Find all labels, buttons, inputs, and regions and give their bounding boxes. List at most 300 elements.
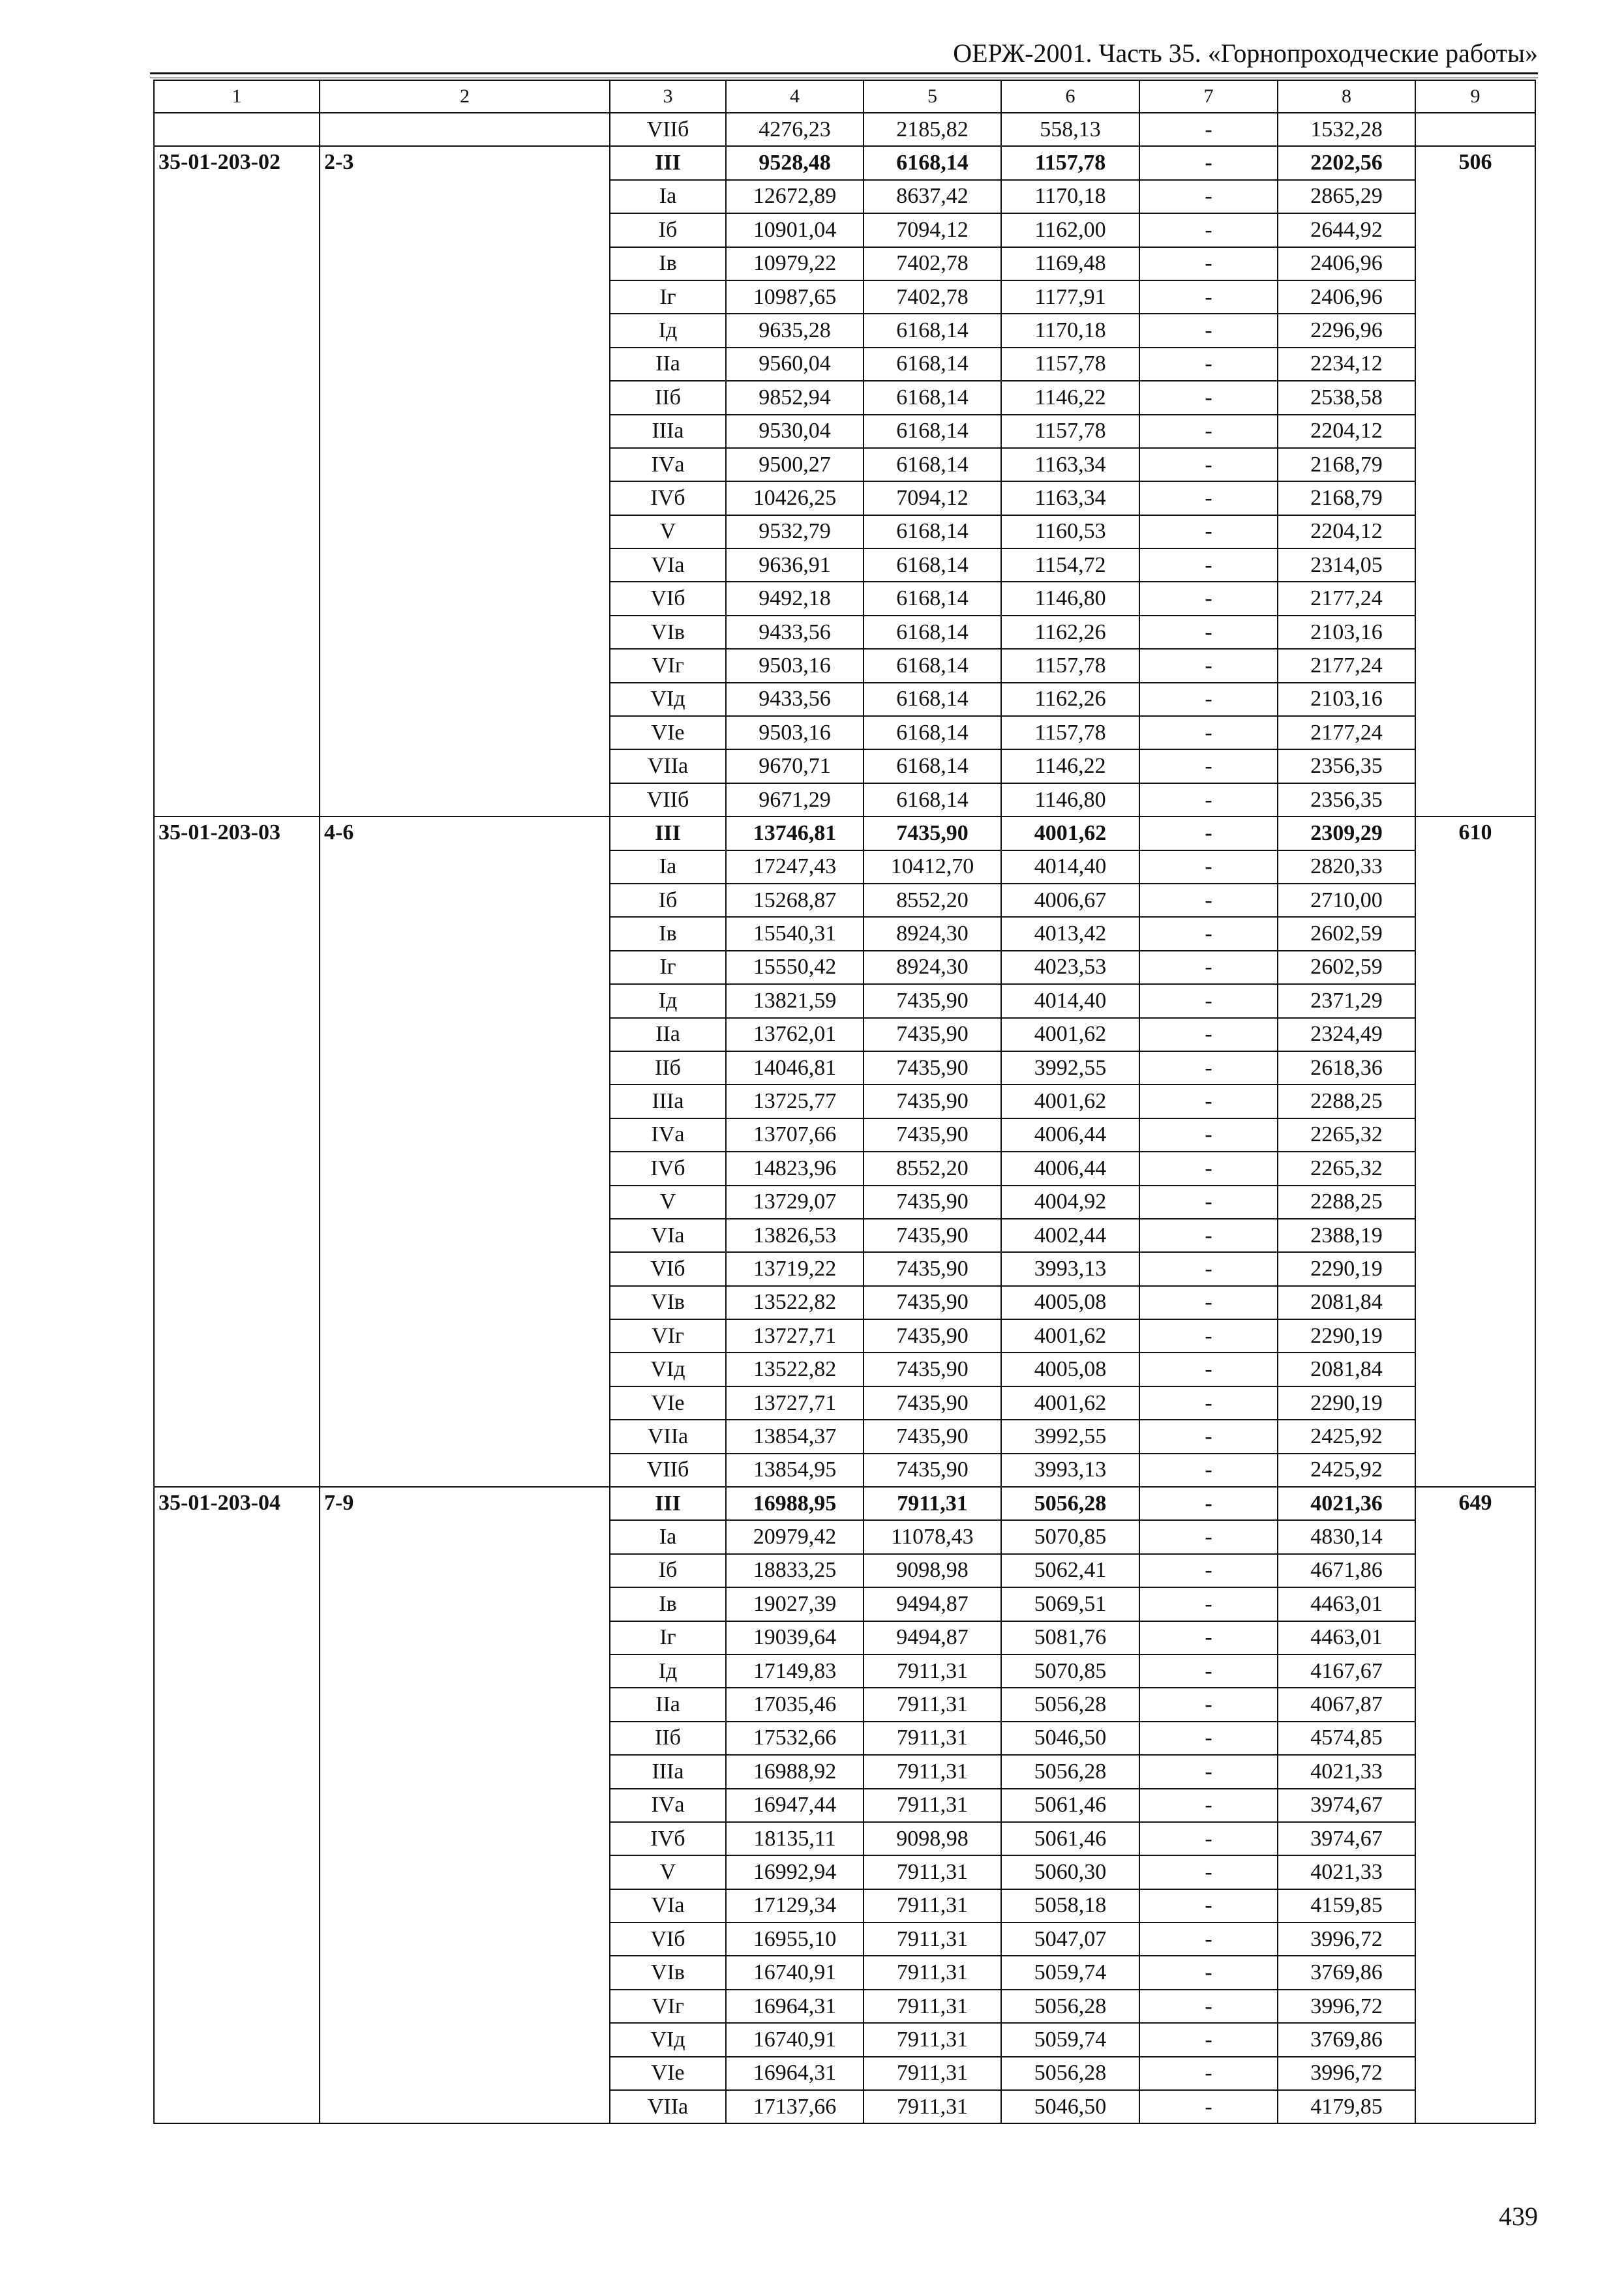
value-cell: -: [1139, 213, 1278, 247]
value-cell: -: [1139, 1118, 1278, 1152]
value-cell: -: [1139, 1688, 1278, 1721]
value-cell: 8552,20: [864, 1152, 1001, 1185]
value-cell: VIе: [610, 2057, 726, 2090]
range-cell: 7-9: [320, 1487, 610, 2123]
value-cell: -: [1139, 1152, 1278, 1185]
running-header: ОЕРЖ-2001. Часть 35. «Горнопроходческие работы»: [953, 38, 1538, 68]
value-cell: 9433,56: [726, 683, 864, 716]
value-cell: 7402,78: [864, 247, 1001, 280]
value-cell: 17532,66: [726, 1722, 864, 1755]
value-cell: 7911,31: [864, 1755, 1001, 1788]
value-cell: 2371,29: [1278, 984, 1415, 1017]
value-cell: 9494,87: [864, 1587, 1001, 1621]
value-cell: IVа: [610, 1789, 726, 1822]
value-cell: 4671,86: [1278, 1554, 1415, 1587]
value-cell: 13826,53: [726, 1219, 864, 1252]
value-cell: 6168,14: [864, 348, 1001, 381]
value-cell: 7911,31: [864, 1487, 1001, 1520]
value-cell: 2103,16: [1278, 616, 1415, 649]
value-cell: 2406,96: [1278, 280, 1415, 314]
value-cell: -: [1139, 1353, 1278, 1386]
value-cell: 17247,43: [726, 850, 864, 884]
value-cell: -: [1139, 616, 1278, 649]
value-cell: -: [1139, 1487, 1278, 1520]
value-cell: 7435,90: [864, 1286, 1001, 1319]
value-cell: IIIа: [610, 1085, 726, 1118]
value-cell: 2618,36: [1278, 1051, 1415, 1085]
value-cell: -: [1139, 1855, 1278, 1889]
value-cell: 2204,12: [1278, 515, 1415, 548]
value-cell: 13727,71: [726, 1386, 864, 1420]
value-cell: -: [1139, 1889, 1278, 1922]
value-cell: 13707,66: [726, 1118, 864, 1152]
value-cell: 4001,62: [1001, 816, 1139, 850]
value-cell: 4006,44: [1001, 1152, 1139, 1185]
value-cell: 1154,72: [1001, 548, 1139, 582]
value-cell: 19027,39: [726, 1587, 864, 1621]
value-cell: 16988,95: [726, 1487, 864, 1520]
value-cell: 8552,20: [864, 884, 1001, 917]
value-cell: -: [1139, 716, 1278, 749]
value-cell: VIг: [610, 1319, 726, 1353]
value-cell: VIд: [610, 2023, 726, 2056]
value-cell: 9500,27: [726, 448, 864, 481]
value-cell: VIIа: [610, 1420, 726, 1453]
value-cell: 17137,66: [726, 2090, 864, 2123]
value-cell: 2177,24: [1278, 716, 1415, 749]
value-cell: VIв: [610, 1286, 726, 1319]
value-cell: 6168,14: [864, 448, 1001, 481]
code-cell: 35-01-203-04: [154, 1487, 320, 2123]
value-cell: 3769,86: [1278, 2023, 1415, 2056]
value-cell: 2356,35: [1278, 749, 1415, 783]
value-cell: 5046,50: [1001, 2090, 1139, 2123]
range-cell: 2-3: [320, 146, 610, 816]
value-cell: 3974,67: [1278, 1822, 1415, 1855]
value-cell: 7435,90: [864, 1018, 1001, 1051]
value-cell: -: [1139, 113, 1278, 146]
value-cell: 1157,78: [1001, 716, 1139, 749]
value-cell: -: [1139, 381, 1278, 414]
value-cell: 4001,62: [1001, 1319, 1139, 1353]
value-cell: 4014,40: [1001, 984, 1139, 1017]
value-cell: 13522,82: [726, 1286, 864, 1319]
value-cell: Iг: [610, 951, 726, 984]
value-cell: 16740,91: [726, 1956, 864, 1989]
value-cell: 1162,00: [1001, 213, 1139, 247]
value-cell: 7435,90: [864, 1252, 1001, 1285]
value-cell: -: [1139, 1219, 1278, 1252]
value-cell: 2177,24: [1278, 582, 1415, 615]
value-cell: 4021,36: [1278, 1487, 1415, 1520]
value-cell: 1170,18: [1001, 314, 1139, 347]
value-cell: 4002,44: [1001, 1219, 1139, 1252]
value-cell: 4001,62: [1001, 1085, 1139, 1118]
value-cell: V: [610, 515, 726, 548]
value-cell: -: [1139, 1587, 1278, 1621]
value-cell: 13762,01: [726, 1018, 864, 1051]
value-cell: VIе: [610, 1386, 726, 1420]
value-cell: Iд: [610, 984, 726, 1017]
value-cell: Iв: [610, 917, 726, 950]
value-cell: 13725,77: [726, 1085, 864, 1118]
value-cell: 2288,25: [1278, 1085, 1415, 1118]
value-cell: 12672,89: [726, 180, 864, 213]
value-cell: 1157,78: [1001, 649, 1139, 682]
value-cell: 9530,04: [726, 415, 864, 448]
value-cell: 4001,62: [1001, 1386, 1139, 1420]
value-cell: 2538,58: [1278, 381, 1415, 414]
value-cell: 4001,62: [1001, 1018, 1139, 1051]
value-cell: 2865,29: [1278, 180, 1415, 213]
value-cell: 4276,23: [726, 113, 864, 146]
value-cell: 7435,90: [864, 1420, 1001, 1453]
value-cell: -: [1139, 649, 1278, 682]
value-cell: 4021,33: [1278, 1755, 1415, 1788]
value-cell: 15268,87: [726, 884, 864, 917]
value-cell: 2204,12: [1278, 415, 1415, 448]
value-cell: 7911,31: [864, 2023, 1001, 2056]
value-cell: 7911,31: [864, 2090, 1001, 2123]
value-cell: 4013,42: [1001, 917, 1139, 950]
value-cell: 16947,44: [726, 1789, 864, 1822]
value-cell: 5081,76: [1001, 1621, 1139, 1654]
value-cell: 4574,85: [1278, 1722, 1415, 1755]
value-cell: 3992,55: [1001, 1051, 1139, 1085]
value-cell: -: [1139, 1286, 1278, 1319]
value-cell: 5056,28: [1001, 1990, 1139, 2023]
value-cell: 5070,85: [1001, 1520, 1139, 1553]
value-cell: 4167,67: [1278, 1654, 1415, 1688]
code-cell: [154, 113, 320, 146]
col9-cell: 610: [1415, 816, 1535, 1487]
value-cell: -: [1139, 247, 1278, 280]
column-number-row: [154, 80, 1535, 113]
value-cell: -: [1139, 1621, 1278, 1654]
value-cell: VIIа: [610, 749, 726, 783]
value-cell: -: [1139, 1386, 1278, 1420]
value-cell: 9098,98: [864, 1822, 1001, 1855]
column-number-cell: 4: [726, 80, 864, 113]
value-cell: 7911,31: [864, 1990, 1001, 2023]
value-cell: -: [1139, 1755, 1278, 1788]
col9-cell: [1415, 113, 1535, 146]
value-cell: 18833,25: [726, 1554, 864, 1587]
value-cell: -: [1139, 1654, 1278, 1688]
value-cell: VIд: [610, 1353, 726, 1386]
value-cell: IIа: [610, 1018, 726, 1051]
value-cell: IVа: [610, 448, 726, 481]
value-cell: -: [1139, 1990, 1278, 2023]
value-cell: -: [1139, 180, 1278, 213]
value-cell: -: [1139, 415, 1278, 448]
value-cell: Iб: [610, 213, 726, 247]
value-cell: 3996,72: [1278, 2057, 1415, 2090]
value-cell: 7435,90: [864, 1051, 1001, 1085]
value-cell: 6168,14: [864, 146, 1001, 179]
value-cell: 5070,85: [1001, 1654, 1139, 1688]
value-cell: 2168,79: [1278, 481, 1415, 515]
value-cell: 2602,59: [1278, 951, 1415, 984]
value-cell: -: [1139, 2023, 1278, 2056]
value-cell: 1160,53: [1001, 515, 1139, 548]
value-cell: 7435,90: [864, 1454, 1001, 1487]
value-cell: 7094,12: [864, 481, 1001, 515]
value-cell: -: [1139, 1051, 1278, 1085]
value-cell: 15550,42: [726, 951, 864, 984]
value-cell: 5056,28: [1001, 1688, 1139, 1721]
value-cell: 20979,42: [726, 1520, 864, 1553]
value-cell: 16955,10: [726, 1922, 864, 1956]
value-cell: 9670,71: [726, 749, 864, 783]
value-cell: 1157,78: [1001, 146, 1139, 179]
value-cell: 4463,01: [1278, 1621, 1415, 1654]
value-cell: 8924,30: [864, 917, 1001, 950]
value-cell: -: [1139, 1554, 1278, 1587]
value-cell: VIIб: [610, 783, 726, 816]
value-cell: Iб: [610, 884, 726, 917]
value-cell: 4830,14: [1278, 1520, 1415, 1553]
value-cell: 9528,48: [726, 146, 864, 179]
value-cell: -: [1139, 548, 1278, 582]
value-cell: 6168,14: [864, 683, 1001, 716]
value-cell: 6168,14: [864, 314, 1001, 347]
value-cell: 5061,46: [1001, 1822, 1139, 1855]
value-cell: 13854,37: [726, 1420, 864, 1453]
value-cell: -: [1139, 951, 1278, 984]
value-cell: V: [610, 1855, 726, 1889]
value-cell: 3769,86: [1278, 1956, 1415, 1989]
value-cell: -: [1139, 850, 1278, 884]
table-body: [154, 80, 1535, 2123]
value-cell: 5060,30: [1001, 1855, 1139, 1889]
value-cell: 7435,90: [864, 816, 1001, 850]
value-cell: 2081,84: [1278, 1353, 1415, 1386]
value-cell: 1162,26: [1001, 683, 1139, 716]
value-cell: 9635,28: [726, 314, 864, 347]
value-cell: -: [1139, 816, 1278, 850]
value-cell: 7402,78: [864, 280, 1001, 314]
value-cell: VIа: [610, 1889, 726, 1922]
value-cell: Iб: [610, 1554, 726, 1587]
value-cell: 13729,07: [726, 1186, 864, 1219]
value-cell: 2602,59: [1278, 917, 1415, 950]
value-cell: 9503,16: [726, 716, 864, 749]
value-cell: 16988,92: [726, 1755, 864, 1788]
value-cell: IVб: [610, 1822, 726, 1855]
value-cell: IIа: [610, 348, 726, 381]
value-cell: 9671,29: [726, 783, 864, 816]
value-cell: -: [1139, 1186, 1278, 1219]
value-cell: 8924,30: [864, 951, 1001, 984]
value-cell: 1532,28: [1278, 113, 1415, 146]
value-cell: -: [1139, 515, 1278, 548]
table-row: [154, 113, 1535, 146]
value-cell: 9636,91: [726, 548, 864, 582]
value-cell: 9560,04: [726, 348, 864, 381]
value-cell: 16964,31: [726, 1990, 864, 2023]
value-cell: -: [1139, 2090, 1278, 2123]
value-cell: VIа: [610, 548, 726, 582]
value-cell: III: [610, 816, 726, 850]
value-cell: -: [1139, 1956, 1278, 1989]
value-cell: 17129,34: [726, 1889, 864, 1922]
column-number-cell: 3: [610, 80, 726, 113]
value-cell: Iг: [610, 1621, 726, 1654]
value-cell: -: [1139, 1454, 1278, 1487]
value-cell: 10426,25: [726, 481, 864, 515]
value-cell: VIIа: [610, 2090, 726, 2123]
value-cell: -: [1139, 348, 1278, 381]
value-cell: IIIа: [610, 415, 726, 448]
value-cell: IIб: [610, 1722, 726, 1755]
value-cell: IVб: [610, 1152, 726, 1185]
value-cell: -: [1139, 1520, 1278, 1553]
value-cell: 1169,48: [1001, 247, 1139, 280]
value-cell: 1157,78: [1001, 348, 1139, 381]
value-cell: 2406,96: [1278, 247, 1415, 280]
column-number-cell: 9: [1415, 80, 1535, 113]
value-cell: -: [1139, 448, 1278, 481]
value-cell: 2314,05: [1278, 548, 1415, 582]
value-cell: 16992,94: [726, 1855, 864, 1889]
value-cell: VIб: [610, 582, 726, 615]
value-cell: 2202,56: [1278, 146, 1415, 179]
value-cell: 2177,24: [1278, 649, 1415, 682]
table-row: [154, 1487, 1535, 1520]
value-cell: 2296,96: [1278, 314, 1415, 347]
value-cell: VIг: [610, 649, 726, 682]
column-number-cell: 7: [1139, 80, 1278, 113]
value-cell: 1146,80: [1001, 582, 1139, 615]
value-cell: 7435,90: [864, 1186, 1001, 1219]
value-cell: -: [1139, 481, 1278, 515]
value-cell: 6168,14: [864, 783, 1001, 816]
value-cell: -: [1139, 146, 1278, 179]
value-cell: -: [1139, 749, 1278, 783]
value-cell: 5059,74: [1001, 2023, 1139, 2056]
value-cell: 4005,08: [1001, 1286, 1139, 1319]
value-cell: 7911,31: [864, 1855, 1001, 1889]
value-cell: 8637,42: [864, 180, 1001, 213]
value-cell: 7911,31: [864, 1789, 1001, 1822]
value-cell: Iд: [610, 1654, 726, 1688]
value-cell: 5056,28: [1001, 1755, 1139, 1788]
value-cell: 4006,44: [1001, 1118, 1139, 1152]
value-cell: -: [1139, 314, 1278, 347]
value-cell: 13746,81: [726, 816, 864, 850]
value-cell: 17035,46: [726, 1688, 864, 1721]
value-cell: 11078,43: [864, 1520, 1001, 1553]
value-cell: III: [610, 146, 726, 179]
value-cell: VIе: [610, 716, 726, 749]
value-cell: 4067,87: [1278, 1688, 1415, 1721]
value-cell: 1163,34: [1001, 448, 1139, 481]
value-cell: 10901,04: [726, 213, 864, 247]
value-cell: 7911,31: [864, 1922, 1001, 1956]
value-cell: 3996,72: [1278, 1990, 1415, 2023]
value-cell: 14046,81: [726, 1051, 864, 1085]
value-cell: Iг: [610, 280, 726, 314]
value-cell: 2290,19: [1278, 1319, 1415, 1353]
value-cell: 13727,71: [726, 1319, 864, 1353]
table-row: [154, 816, 1535, 850]
value-cell: 1146,22: [1001, 749, 1139, 783]
value-cell: -: [1139, 1722, 1278, 1755]
value-cell: 2185,82: [864, 113, 1001, 146]
column-number-cell: 1: [154, 80, 320, 113]
value-cell: -: [1139, 1018, 1278, 1051]
value-cell: 19039,64: [726, 1621, 864, 1654]
value-cell: 6168,14: [864, 582, 1001, 615]
value-cell: 7435,90: [864, 1118, 1001, 1152]
value-cell: VIб: [610, 1922, 726, 1956]
value-cell: -: [1139, 1319, 1278, 1353]
value-cell: 13522,82: [726, 1353, 864, 1386]
value-cell: 7435,90: [864, 1386, 1001, 1420]
value-cell: III: [610, 1487, 726, 1520]
value-cell: 2425,92: [1278, 1454, 1415, 1487]
value-cell: 2309,29: [1278, 816, 1415, 850]
range-cell: 4-6: [320, 816, 610, 1487]
value-cell: 10412,70: [864, 850, 1001, 884]
value-cell: 2234,12: [1278, 348, 1415, 381]
value-cell: 2290,19: [1278, 1386, 1415, 1420]
value-cell: 9494,87: [864, 1621, 1001, 1654]
value-cell: 6168,14: [864, 749, 1001, 783]
value-cell: 13719,22: [726, 1252, 864, 1285]
value-cell: 3992,55: [1001, 1420, 1139, 1453]
value-cell: 6168,14: [864, 649, 1001, 682]
value-cell: 9433,56: [726, 616, 864, 649]
column-number-cell: 8: [1278, 80, 1415, 113]
value-cell: -: [1139, 683, 1278, 716]
value-cell: 9532,79: [726, 515, 864, 548]
value-cell: -: [1139, 783, 1278, 816]
value-cell: 2425,92: [1278, 1420, 1415, 1453]
value-cell: Iв: [610, 247, 726, 280]
value-cell: 5056,28: [1001, 1487, 1139, 1520]
value-cell: 16740,91: [726, 2023, 864, 2056]
code-cell: 35-01-203-03: [154, 816, 320, 1487]
value-cell: 2356,35: [1278, 783, 1415, 816]
value-cell: -: [1139, 917, 1278, 950]
value-cell: 7911,31: [864, 2057, 1001, 2090]
value-cell: -: [1139, 1252, 1278, 1285]
value-cell: IIб: [610, 1051, 726, 1085]
value-cell: 2288,25: [1278, 1186, 1415, 1219]
value-cell: 17149,83: [726, 1654, 864, 1688]
value-cell: -: [1139, 984, 1278, 1017]
value-cell: 9492,18: [726, 582, 864, 615]
column-number-cell: 2: [320, 80, 610, 113]
value-cell: -: [1139, 884, 1278, 917]
value-cell: 4014,40: [1001, 850, 1139, 884]
rates-table: [153, 80, 1536, 2124]
value-cell: Iа: [610, 850, 726, 884]
value-cell: 3974,67: [1278, 1789, 1415, 1822]
value-cell: Iа: [610, 1520, 726, 1553]
value-cell: 2388,19: [1278, 1219, 1415, 1252]
column-number-cell: 5: [864, 80, 1001, 113]
value-cell: VIIб: [610, 113, 726, 146]
value-cell: -: [1139, 2057, 1278, 2090]
value-cell: 14823,96: [726, 1152, 864, 1185]
range-cell: [320, 113, 610, 146]
value-cell: Iа: [610, 180, 726, 213]
code-cell: 35-01-203-02: [154, 146, 320, 816]
value-cell: 3996,72: [1278, 1922, 1415, 1956]
